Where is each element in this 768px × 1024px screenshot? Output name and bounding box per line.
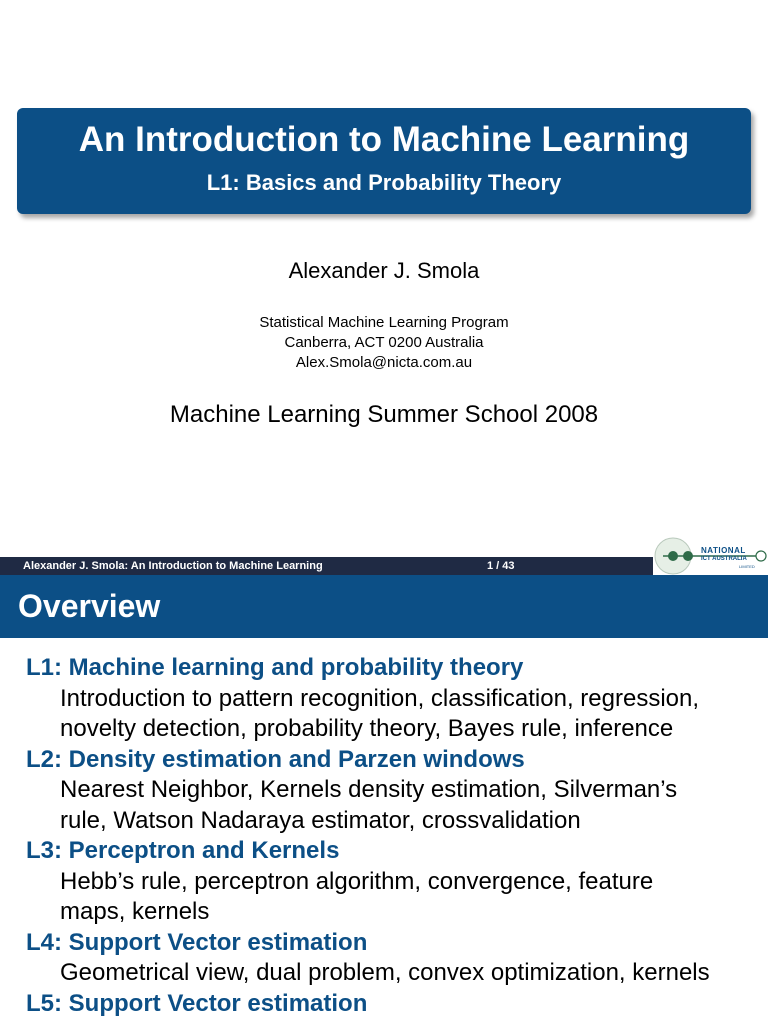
lecture-2-desc-line-1: Nearest Neighbor, Kernels density estimation, Silverman’s xyxy=(60,776,678,803)
affiliation-program: Statistical Machine Learning Program xyxy=(259,314,509,331)
lecture-1-desc-line-2: novelty detection, probability theory, Bayes rule, inference xyxy=(60,715,674,742)
lecture-3-desc-line-2: maps, kernels xyxy=(60,898,210,925)
event-name: Machine Learning Summer School 2008 xyxy=(169,401,599,428)
lecture-3-desc-line-1: Hebb’s rule, perceptron algorithm, convergence, feature xyxy=(60,868,654,895)
logo-text-ict: ICT AUSTRALIA xyxy=(701,556,747,562)
overview-header xyxy=(0,575,768,638)
lecture-3-heading: L3: Perceptron and Kernels xyxy=(26,837,340,864)
slide-title: An Introduction to Machine Learning xyxy=(78,120,690,159)
title-box xyxy=(17,108,751,214)
affiliation-address: Canberra, ACT 0200 Australia xyxy=(284,334,484,351)
lecture-2-desc-line-2: rule, Watson Nadaraya estimator, crossvalidation xyxy=(60,807,581,834)
lecture-5-heading: L5: Support Vector estimation xyxy=(26,990,368,1017)
nicta-logo xyxy=(653,537,768,577)
author-name: Alexander J. Smola xyxy=(288,258,480,283)
lecture-4-heading: L4: Support Vector estimation xyxy=(26,929,368,956)
lecture-1-heading: L1: Machine learning and probability theory xyxy=(26,654,524,681)
lecture-2-heading: L2: Density estimation and Parzen windows xyxy=(26,746,525,773)
page-number: 1 / 43 xyxy=(487,560,515,572)
lecture-1-desc-line-1: Introduction to pattern recognition, classification, regression, xyxy=(60,685,700,712)
slide-footer xyxy=(0,557,653,575)
logo-text-national: NATIONAL xyxy=(701,546,746,555)
lecture-4-desc-line-1: Geometrical view, dual problem, convex optimization, kernels xyxy=(60,959,710,986)
slide-subtitle: L1: Basics and Probability Theory xyxy=(206,170,562,195)
footer-text: Alexander J. Smola: An Introduction to Machine Learning xyxy=(23,560,323,572)
affiliation-email: Alex.Smola@nicta.com.au xyxy=(295,354,473,371)
logo-text-limited: LIMITED xyxy=(739,564,755,569)
overview-title: Overview xyxy=(18,588,161,624)
